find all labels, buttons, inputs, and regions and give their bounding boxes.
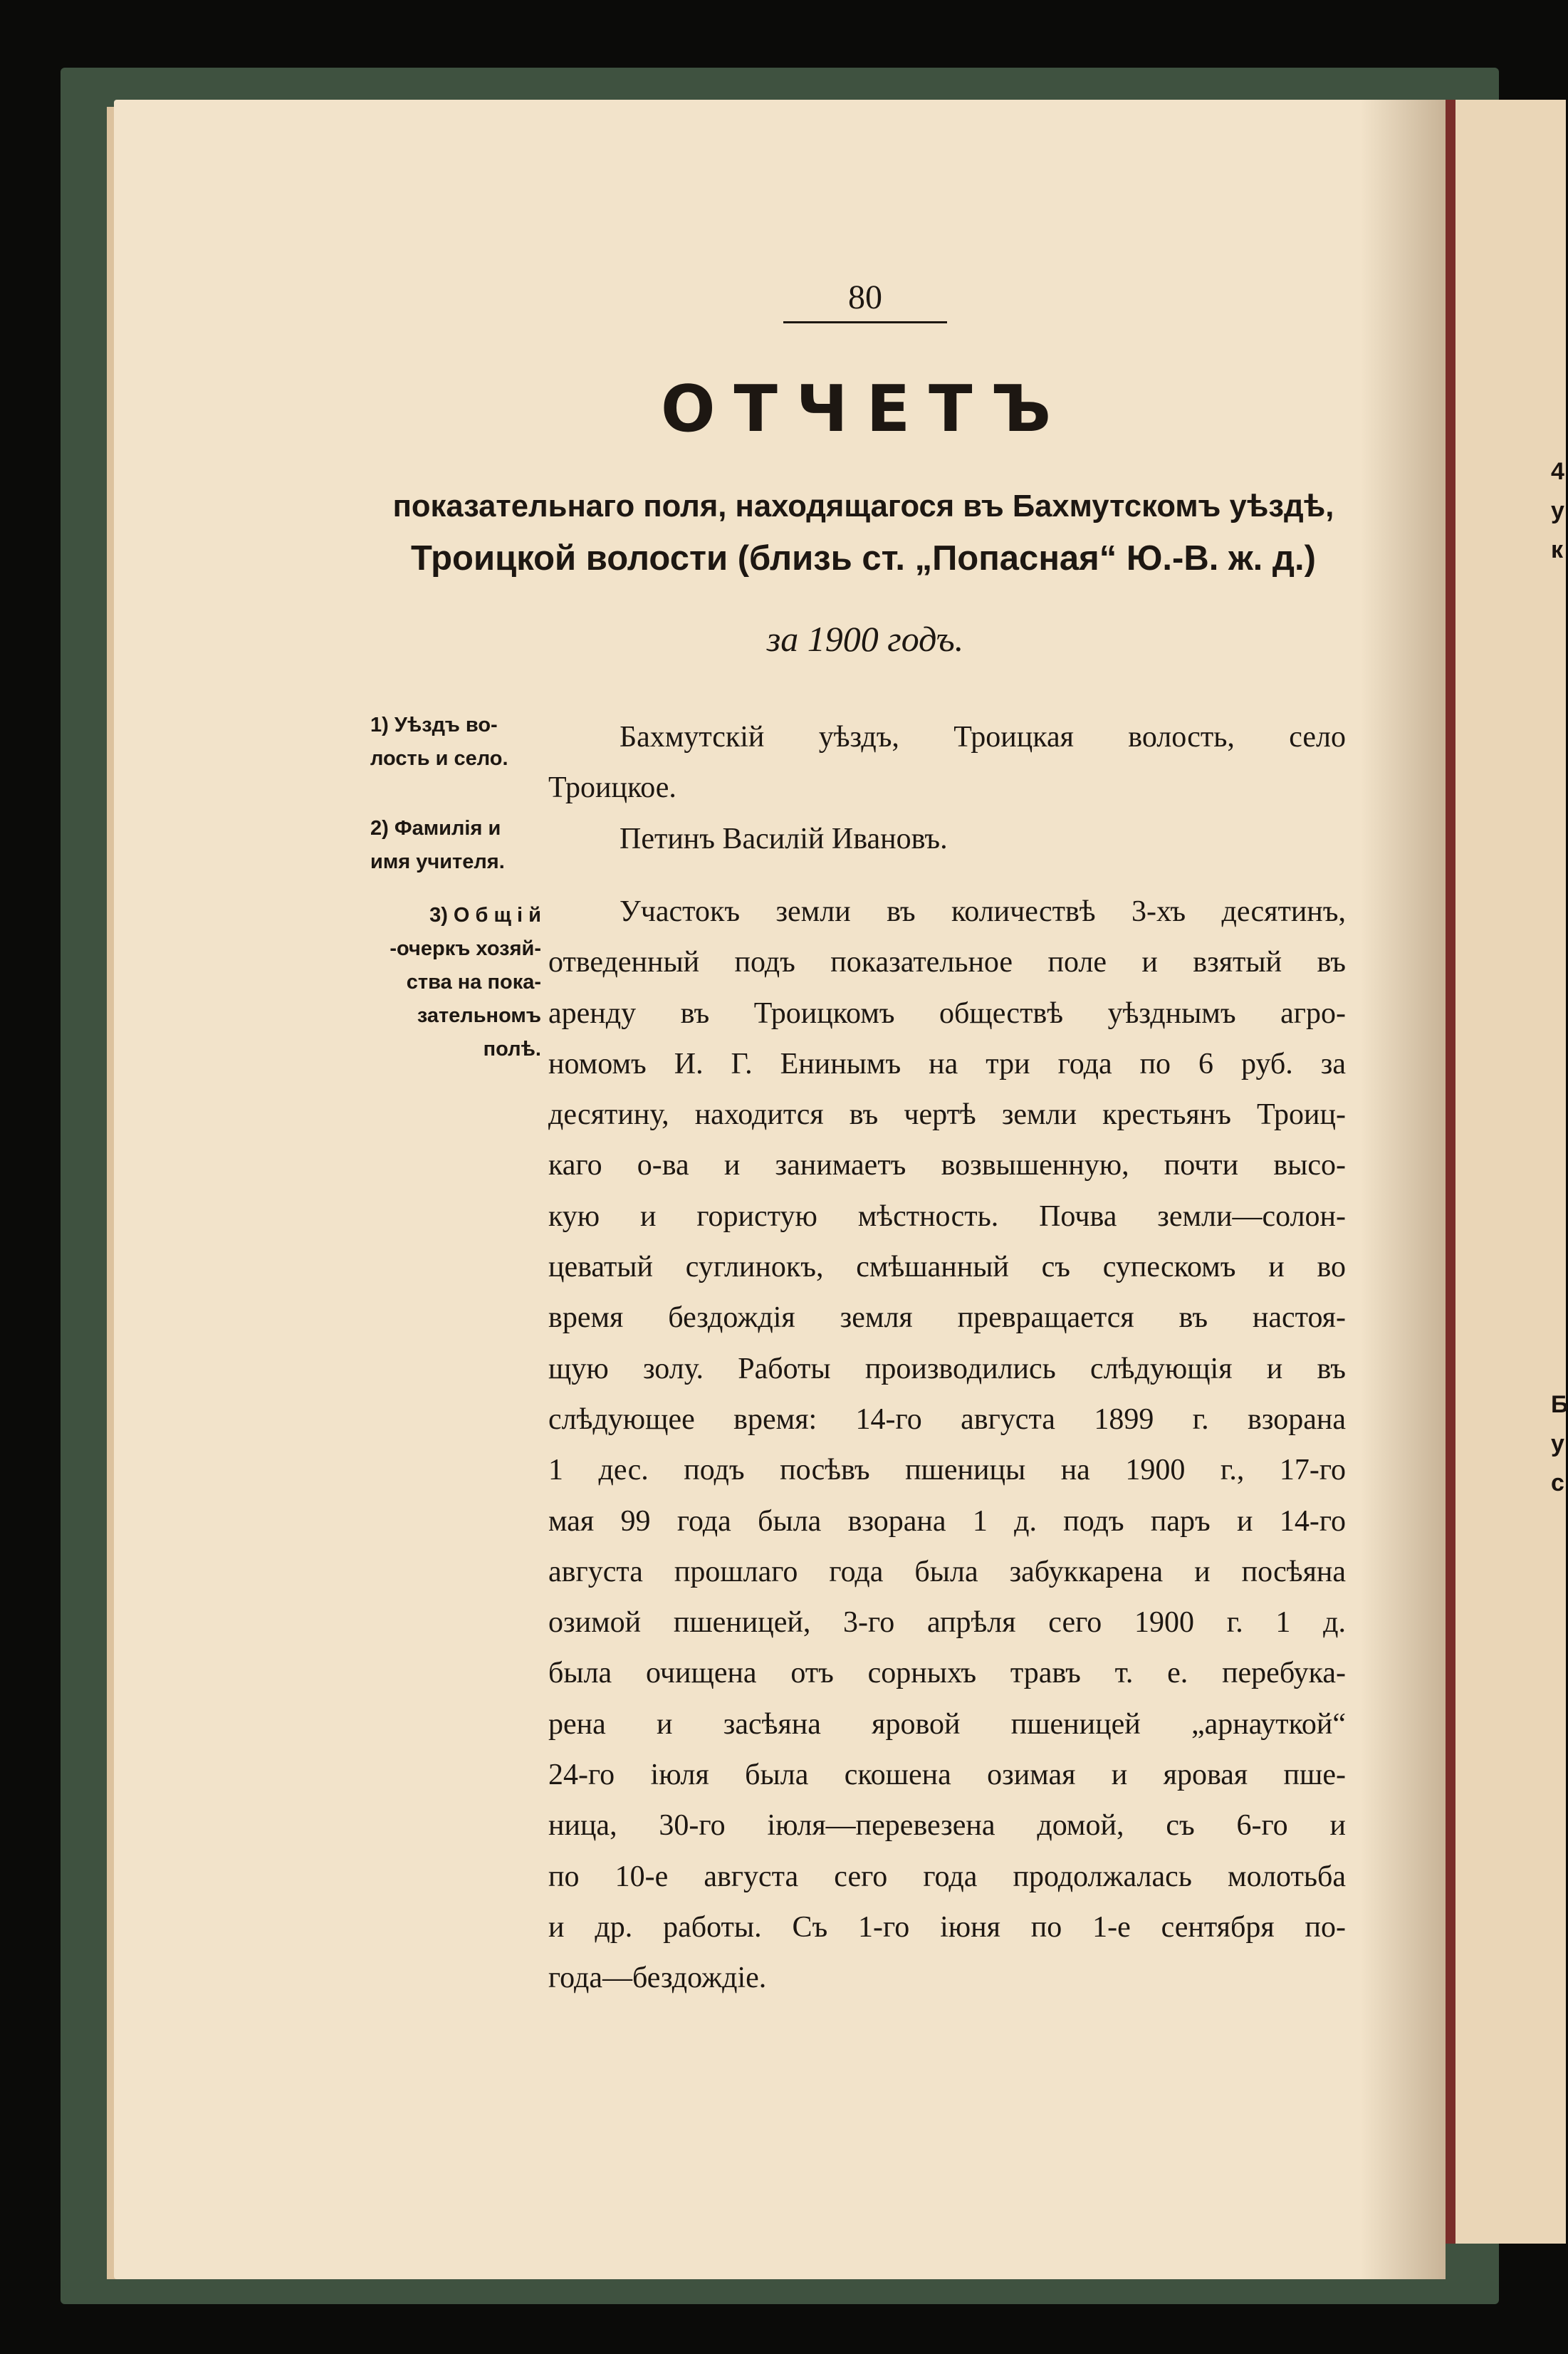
margin-note-line: 3) О б щ і й: [429, 904, 541, 927]
margin-note: [370, 709, 545, 776]
text-line: была очищена отъ сорныхъ травъ т. е. перебука-: [548, 1657, 1346, 1690]
text-line: и др. работы. Съ 1-го іюня по 1-е сентября по-: [548, 1910, 1346, 1944]
margin-note-line: зательномъ: [417, 1004, 541, 1027]
text-line: слѣдующее время: 14-го августа 1899 г. взорана: [548, 1402, 1346, 1436]
text-line: отведенный подъ показательное поле и взятый въ: [548, 946, 1346, 979]
right-page-letter: с: [1551, 1469, 1564, 1496]
text-line: 24-го іюля была скошена озимая и яровая пше-: [548, 1759, 1346, 1792]
report-title: ОТЧЕТЪ: [660, 372, 1070, 447]
text-line: Участокъ земли въ количествѣ 3-хъ десятинъ,: [620, 895, 1346, 928]
report-subtitle-line: Троицкой волости (близь ст. „Попасная“ Ю.-В. ж. д.): [411, 539, 1316, 578]
paragraph-teacher: [548, 814, 1346, 865]
margin-note: [370, 812, 545, 879]
right-page-letter: Б: [1551, 1391, 1568, 1418]
text-line: Бахмутскій уѣздъ, Троицкая волость, село: [620, 721, 1346, 754]
margin-note-line: 2) Фамилія и: [370, 817, 501, 840]
text-line: августа прошлаго года была забуккарена и посѣяна: [548, 1555, 1346, 1588]
report-subtitle-line: показательнаго поля, находящагося въ Бахмутскомъ уѣздѣ,: [392, 489, 1334, 524]
text-line: цеватый суглинокъ, смѣшанный съ супескомъ и во: [548, 1251, 1346, 1284]
paragraph-overview: [548, 887, 1346, 2004]
right-page-letter: к: [1551, 536, 1564, 563]
right-page-letter: у: [1551, 497, 1564, 524]
page-number: 80: [783, 278, 947, 323]
margin-note-line: полѣ.: [483, 1038, 541, 1061]
right-page: [1438, 100, 1566, 2244]
text-line: года—бездождіе.: [548, 1962, 767, 1995]
margin-note-line: 1) Уѣздъ во-: [370, 714, 498, 736]
margin-note-line: ства на пока-: [406, 971, 541, 994]
text-line: щую золу. Работы производились слѣдующія и въ: [548, 1352, 1346, 1385]
margin-note-line: лость и село.: [370, 747, 508, 770]
text-line: кую и гористую мѣстность. Почва земли—солон-: [548, 1199, 1346, 1233]
text-line: аренду въ Троицкомъ обществѣ уѣзднымъ агро-: [548, 996, 1346, 1030]
text-line: рена и засѣяна яровой пшеницей „арнауткой“: [548, 1707, 1346, 1741]
margin-note: [370, 899, 541, 1066]
text-line: Троицкое.: [548, 771, 676, 805]
text-line: по 10-е августа сего года продолжалась молотьба: [548, 1860, 1346, 1893]
text-line: номомъ И. Г. Енинымъ на три года по 6 руб. за: [548, 1047, 1346, 1080]
text-line: время бездождія земля превращается въ настоя-: [548, 1301, 1346, 1335]
text-line: Петинъ Василій Ивановъ.: [620, 823, 948, 855]
text-line: 1 дес. подъ посѣвъ пшеницы на 1900 г., 17-го: [548, 1454, 1346, 1487]
text-line: озимой пшеницей, 3-го апрѣля сего 1900 г. 1 д.: [548, 1606, 1346, 1640]
text-line: каго о-ва и занимаетъ возвышенную, почти высо-: [548, 1149, 1346, 1182]
report-year: за 1900 годъ.: [766, 619, 964, 659]
margin-note-line: имя учителя.: [370, 850, 505, 873]
right-page-letter: у: [1551, 1430, 1564, 1457]
page-gutter-shadow: [1360, 100, 1446, 2279]
margin-note-line: -очеркъ хозяй-: [390, 937, 541, 960]
paragraph-district: [548, 712, 1346, 814]
right-page-letter: 4: [1551, 458, 1564, 485]
text-line: ница, 30-го іюля—перевезена домой, съ 6-го и: [548, 1809, 1346, 1843]
text-line: мая 99 года была взорана 1 д. подъ паръ и 14-го: [548, 1504, 1346, 1538]
text-line: десятину, находится въ чертѣ земли крестьянъ Троиц-: [548, 1098, 1346, 1132]
